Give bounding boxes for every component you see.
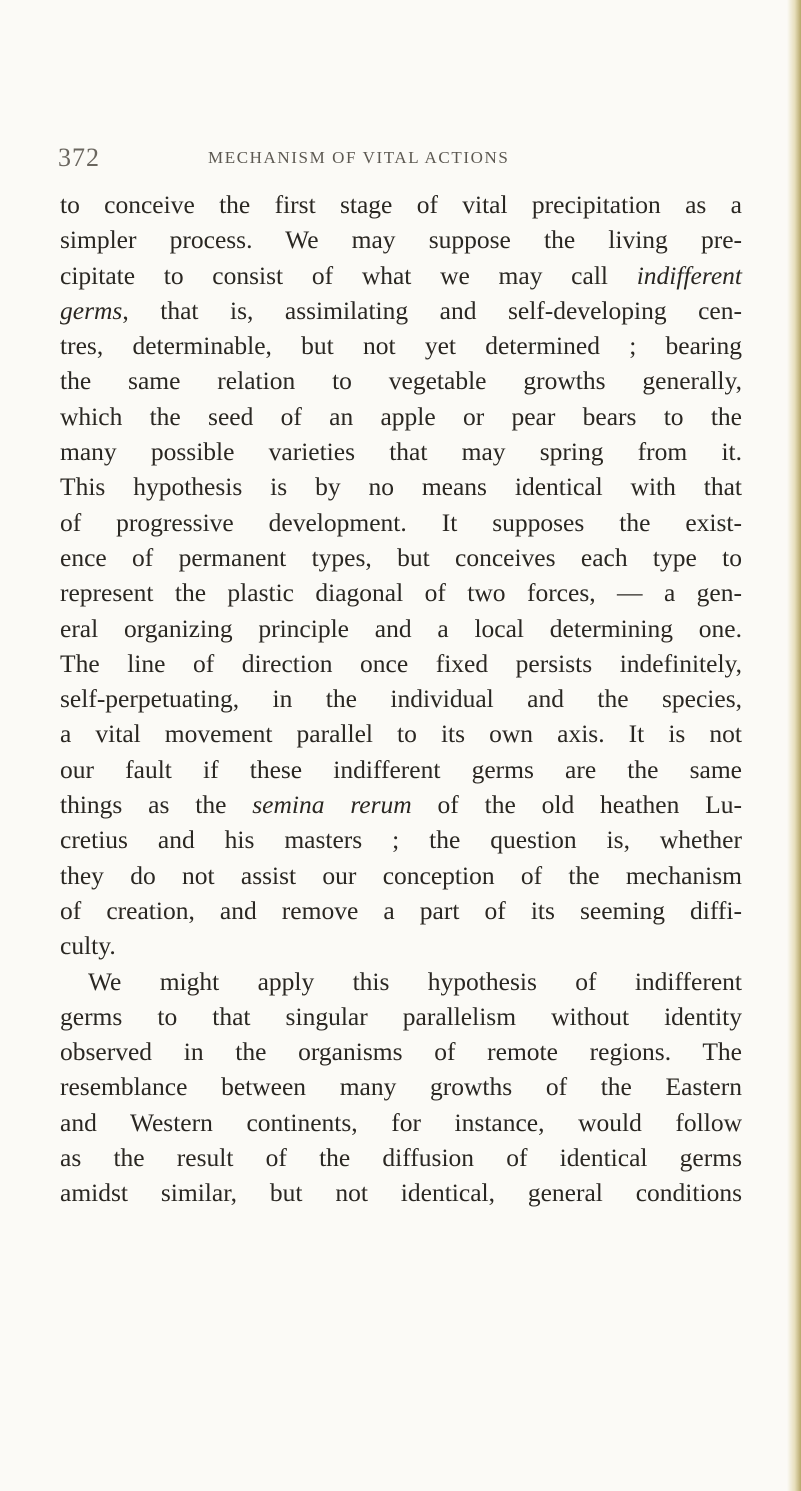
text-line: This hypothesis is by no means identical with that xyxy=(60,472,742,502)
text-line: to conceive the first stage of vital precipitation as a xyxy=(60,190,742,219)
emphasis-semina-rerum: semina rerum xyxy=(252,790,412,820)
text-line: cretius and his masters ; the question is, whether xyxy=(60,825,742,855)
text-line: the same relation to vegetable growths generally, xyxy=(60,366,742,396)
text-segment: cipitate to consist of what we may call xyxy=(60,260,637,290)
text-line: resemblance between many growths of the Eastern xyxy=(60,1072,742,1102)
text-line: many possible varieties that may spring from it. xyxy=(60,437,742,467)
text-line: which the seed of an apple or pear bears to the xyxy=(60,401,742,431)
emphasis-germs: germs xyxy=(60,295,123,325)
text-line xyxy=(60,258,742,293)
page-edge-shadow xyxy=(787,0,801,1491)
text-line: culty. xyxy=(60,931,116,961)
text-line: The line of direction once fixed persists indefinitely, xyxy=(60,648,742,678)
text-segment: , that is, assimilating and self-developing cen- xyxy=(122,295,742,325)
body-text xyxy=(60,187,742,1211)
text-segment: of the old heathen Lu- xyxy=(411,790,742,820)
text-line: tres, determinable, but not yet determined ; bearing xyxy=(60,331,742,361)
text-line xyxy=(60,293,742,328)
text-line: as the result of the diffusion of identical germs xyxy=(60,1143,742,1173)
text-line: a vital movement parallel to its own axis. It is not xyxy=(60,719,742,749)
text-line: self-perpetuating, in the individual and the species, xyxy=(60,684,742,714)
paragraph-2 xyxy=(60,964,742,1211)
paragraph-1 xyxy=(60,187,742,964)
text-line: our fault if these indifferent germs are the same xyxy=(60,754,742,784)
text-line: germs to that singular parallelism without identity xyxy=(60,1001,742,1031)
text-line: of creation, and remove a part of its seeming diffi- xyxy=(60,895,742,925)
text-line: We might apply this hypothesis of indifferent xyxy=(88,966,742,996)
text-line: ence of permanent types, but conceives each type to xyxy=(60,542,742,572)
text-line: simpler process. We may suppose the living pre- xyxy=(60,225,742,255)
text-line: observed in the organisms of remote regions. The xyxy=(60,1037,742,1067)
text-line: and Western continents, for instance, would follow xyxy=(60,1107,742,1137)
text-line: they do not assist our conception of the mechanism xyxy=(60,860,742,890)
page-header xyxy=(58,143,598,173)
running-title: MECHANISM OF VITAL ACTIONS xyxy=(208,148,510,167)
page-number: 372 xyxy=(58,143,100,172)
text-segment: things as the xyxy=(60,790,253,820)
emphasis-indifferent: indifferent xyxy=(636,260,742,290)
text-line xyxy=(60,787,742,822)
text-line: eral organizing principle and a local determining one. xyxy=(60,613,742,643)
text-line: amidst similar, but not identical, general conditions xyxy=(60,1178,742,1208)
text-line: represent the plastic diagonal of two forces, — a gen- xyxy=(60,578,742,608)
text-line: of progressive development. It supposes the exist- xyxy=(60,507,742,537)
